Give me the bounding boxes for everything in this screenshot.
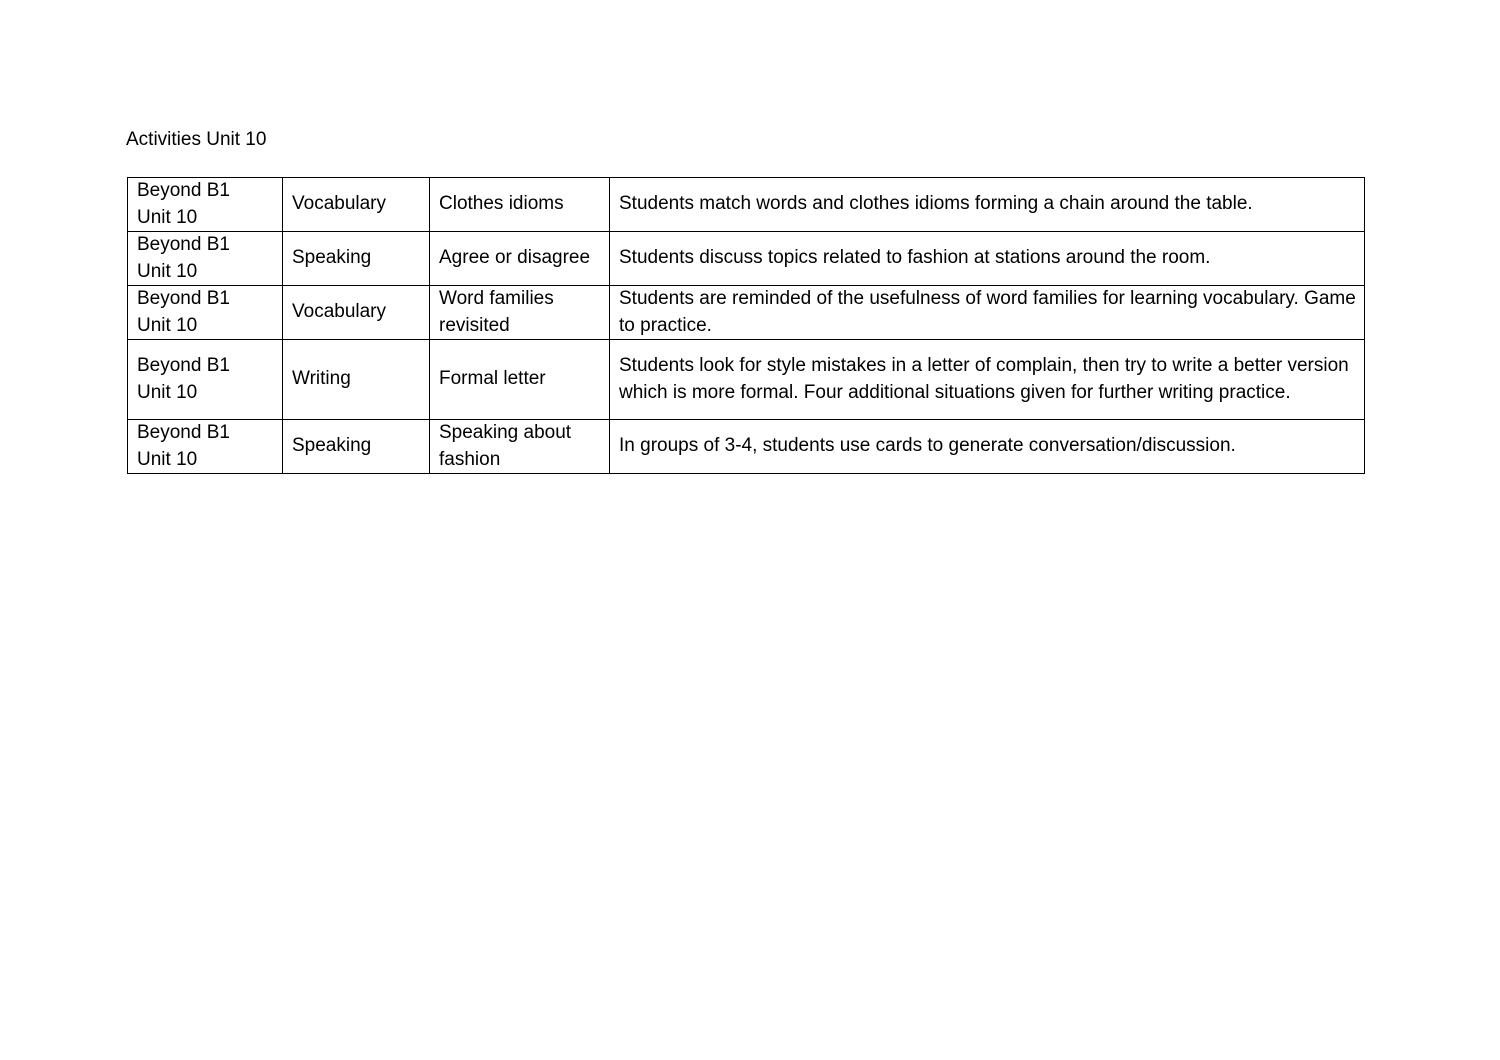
topic-cell: Clothes idioms [430,178,610,232]
table-row [128,232,1365,286]
table-row [128,340,1365,420]
description-cell: Students look for style mistakes in a letter of complain, then try to write a better version which is more formal. Four additional situations given for further writing practice. [610,340,1365,420]
description-cell: Students match words and clothes idioms forming a chain around the table. [610,178,1365,232]
course-cell: Beyond B1 Unit 10 [128,286,283,340]
topic-cell: Speaking about fashion [430,420,610,474]
course-cell: Beyond B1 Unit 10 [128,340,283,420]
course-cell: Beyond B1 Unit 10 [128,178,283,232]
page-title: Activities Unit 10 [126,129,267,150]
table-row [128,178,1365,232]
description-cell: Students discuss topics related to fashion at stations around the room. [610,232,1365,286]
course-cell: Beyond B1 Unit 10 [128,420,283,474]
topic-cell: Formal letter [430,340,610,420]
course-cell: Beyond B1 Unit 10 [128,232,283,286]
skill-cell: Vocabulary [283,286,430,340]
description-cell: Students are reminded of the usefulness of word families for learning vocabulary. Game to practice. [610,286,1365,340]
table-row [128,420,1365,474]
activities-table [127,177,1365,474]
table-row [128,286,1365,340]
skill-cell: Writing [283,340,430,420]
skill-cell: Vocabulary [283,178,430,232]
topic-cell: Agree or disagree [430,232,610,286]
skill-cell: Speaking [283,232,430,286]
topic-cell: Word families revisited [430,286,610,340]
description-cell: In groups of 3-4, students use cards to generate conversation/discussion. [610,420,1365,474]
skill-cell: Speaking [283,420,430,474]
